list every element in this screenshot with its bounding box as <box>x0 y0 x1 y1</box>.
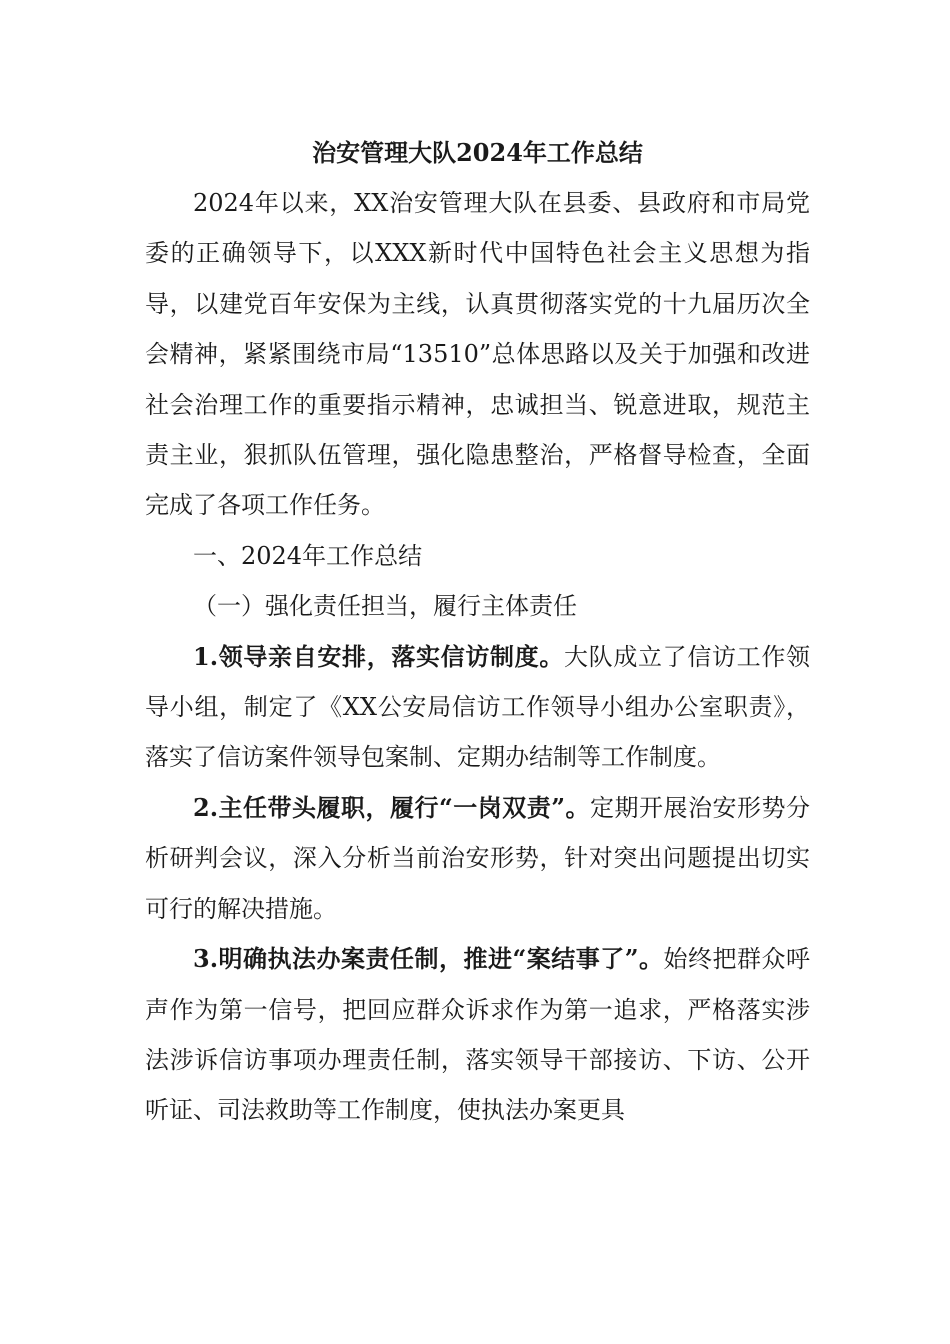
document-title: 治安管理大队2024年工作总结 <box>312 138 643 167</box>
section-heading: 一、2024年工作总结 <box>193 541 423 570</box>
item-body: 大队成立了信访工作领导小组，制定了《XX公安局信访工作领导小组办公室职责》，落实了信访案件领导包案制、定期办结制等工作制度。 <box>145 642 810 772</box>
document-page <box>145 128 810 1136</box>
item-lead: 2.主任带头履职，履行“一岗双责”。 <box>193 792 591 822</box>
item-body: 始终把群众呼声作为第一信号，把回应群众诉求作为第一追求，严格落实涉法涉诉信访事项办理责任制，落实领导干部接访、下访、公开听证、司法救助等工作制度，使执法办案更具 <box>145 945 810 1125</box>
subsection-heading: （一）强化责任担当，履行主体责任 <box>193 592 577 621</box>
item-body: 定期开展治安形势分析研判会议，深入分析当前治安形势，针对突出问题提出切实可行的解决措施。 <box>145 793 810 923</box>
item-paragraph-3 <box>145 934 810 1136</box>
item-paragraph-2 <box>145 783 810 934</box>
item-paragraph-1 <box>145 632 810 783</box>
intro-paragraph: 2024年以来，XX治安管理大队在县委、县政府和市局党委的正确领导下，以XXX新时代中国特色社会主义思想为指导，以建党百年安保为主线，认真贯彻落实党的十九届历次全会精神，紧紧围绕市局“13510”总体思路以及关于加强和改进社会治理工作的重要指示精神，忠诚担当、锐意进取，规范主责主业，狠抓队伍管理，强化隐患整治，严格督导检查，全面完成了各项工作任务。 <box>145 189 810 520</box>
item-lead: 1.领导亲自安排，落实信访制度。 <box>193 641 565 671</box>
item-lead: 3.明确执法办案责任制，推进“案结事了”。 <box>193 944 664 974</box>
